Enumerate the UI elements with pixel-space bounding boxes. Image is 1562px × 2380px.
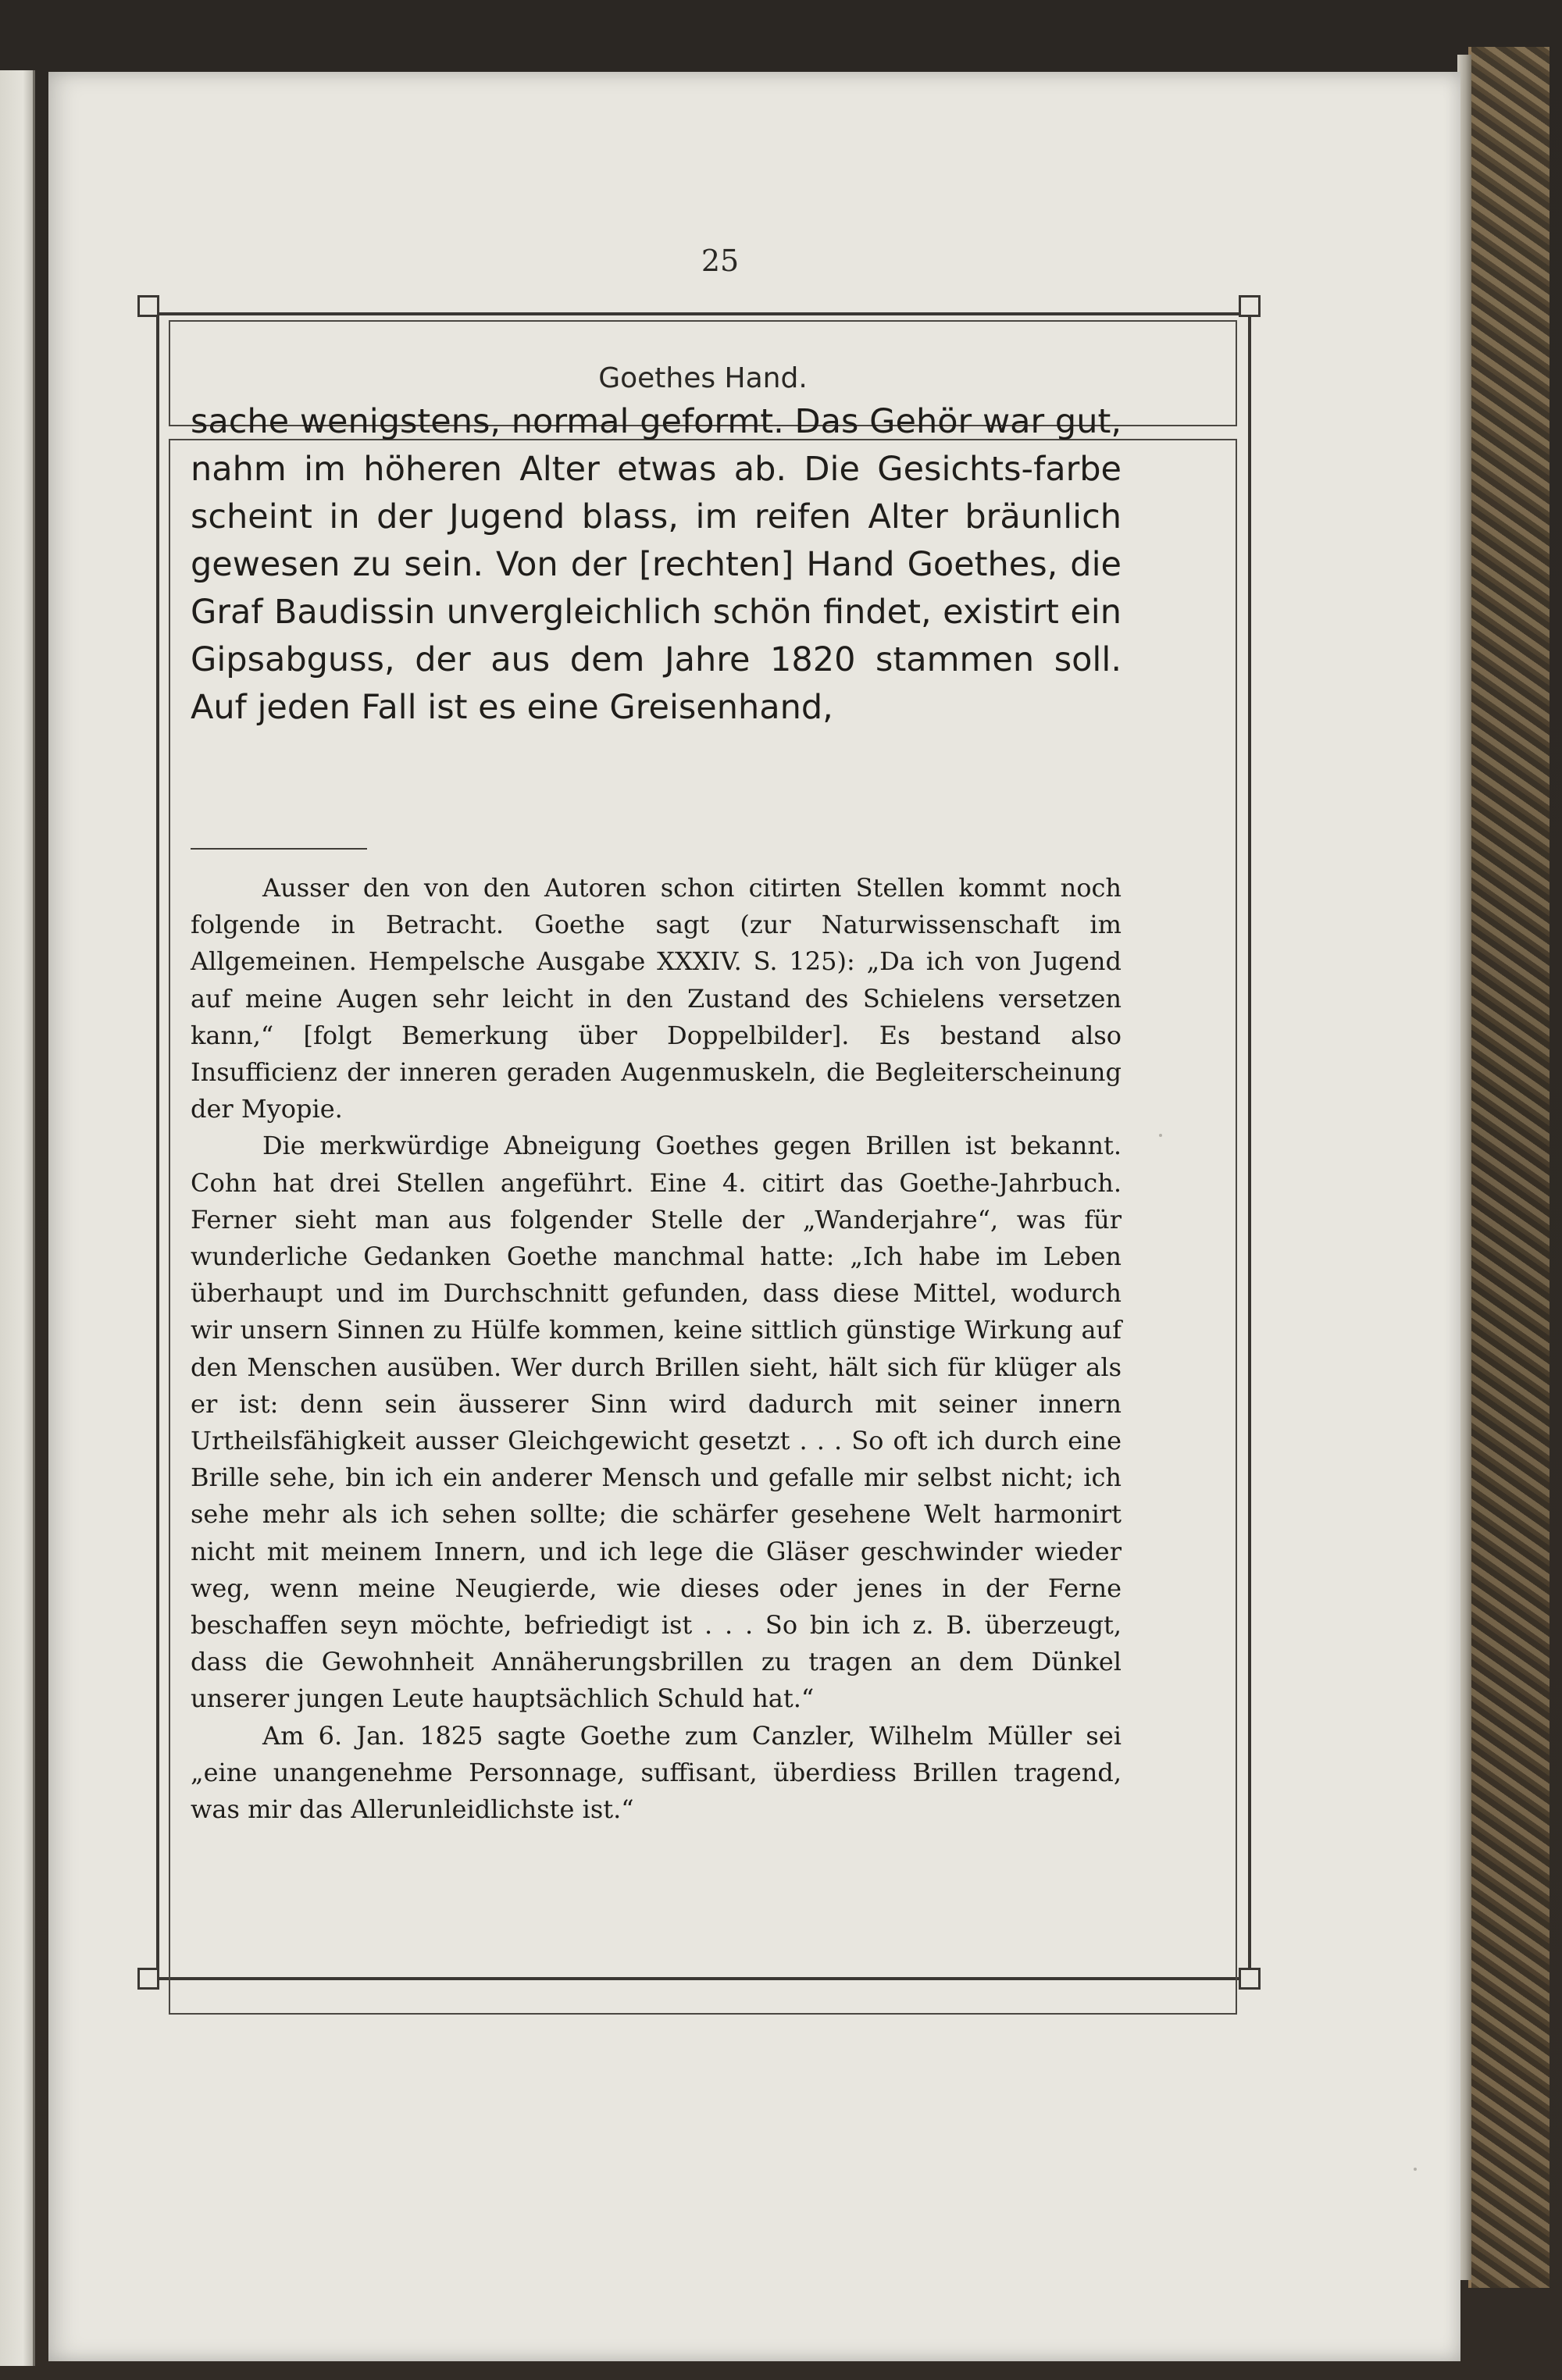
frame-corner-top-right <box>1239 295 1261 317</box>
footnote-paragraph-2: Die merkwürdige Abneigung Goethes gegen Brillen ist bekannt. Cohn hat drei Stellen angeführt. Eine 4. citirt das Goethe-Jahrbuch. Ferner sieht man aus folgender Stelle der „Wanderjahre“, was für wunderliche Gedanken Goethe manchmal hatte: „Ich habe im Leben überhaupt und im Durchschnitt gefunden, dass diese Mittel, wodurch wir unsern Sinnen zu Hülfe kommen, keine sittlich günstige Wirkung auf den Menschen ausüben. Wer durch Brillen sieht, hält sich für klüger als er ist: denn sein äusserer Sinn wird dadurch mit seiner innern Urtheilsfähigkeit ausser Gleichgewicht gesetzt . . . So oft ich durch eine Brille sehe, bin ich ein anderer Mensch und gefalle mir selbst nicht; ich sehe mehr als ich sehen sollte; die schärfer gesehene Welt harmonirt nicht mit meinem Innern, und ich lege die Gläser geschwinder wieder weg, wenn meine Neugierde, wie dieses oder jenes in der Ferne beschaffen seyn möchte, befriedigt ist . . . So bin ich z. B. überzeugt, dass die Gewohnheit Annäherungsbrillen zu tragen an dem Dünkel unserer jungen Leute hauptsächlich Schuld hat.“ <box>191 1131 1122 1714</box>
footnote-rule <box>191 848 367 850</box>
paper-speck <box>1159 1134 1162 1137</box>
previous-page-edge <box>0 70 35 2366</box>
running-head: Goethes Hand. <box>598 362 808 394</box>
footnote-paragraph-3: Am 6. Jan. 1825 sagte Goethe zum Canzler, Wilhelm Müller sei „eine unangenehme Personnage, suffisant, überdiess Brillen tragend, was mir das Allerunleidlichste ist.“ <box>191 1720 1122 1825</box>
frame-right-line <box>1248 306 1251 1986</box>
paper-speck <box>1414 2168 1417 2171</box>
frame-corner-top-left <box>137 295 159 317</box>
footnote-paragraph-1: Ausser den von den Autoren schon citirten Stellen kommt noch folgende in Betracht. Goethe sagt (zur Naturwissenschaft im Allgemeinen. Hempelsche Ausgabe XXXIV. S. 125): „Da ich von Jugend auf meine Augen sehr leicht in den Zustand des Schielens versetzen kann,“ [folgt Bemerkung über Doppelbilder]. Es bestand also Insufficienz der inneren geraden Augenmuskeln, die Begleiterscheinung der Myopie. <box>191 873 1122 1124</box>
frame-corner-bottom-left <box>137 1968 159 1990</box>
main-paragraph: sache wenigstens, normal geformt. Das Gehör war gut, nahm im höheren Alter etwas ab. Die Gesichts-farbe scheint in der Jugend blass, im reifen Alter bräunlich gewesen zu sein. Von der [rechten] Hand Goethes, die Graf Baudissin unvergleichlich schön findet, existirt ein Gipsabguss, der aus dem Jahre 1820 stammen soll. Auf jeden Fall ist es eine Greisenhand, <box>191 402 1122 727</box>
frame-corner-bottom-right <box>1239 1968 1261 1990</box>
footnotes <box>191 870 1122 1828</box>
marbled-book-board <box>1468 47 1550 2288</box>
frame-top-line <box>148 312 1257 315</box>
page-number: 25 <box>701 244 740 278</box>
frame-left-line <box>156 306 159 1986</box>
